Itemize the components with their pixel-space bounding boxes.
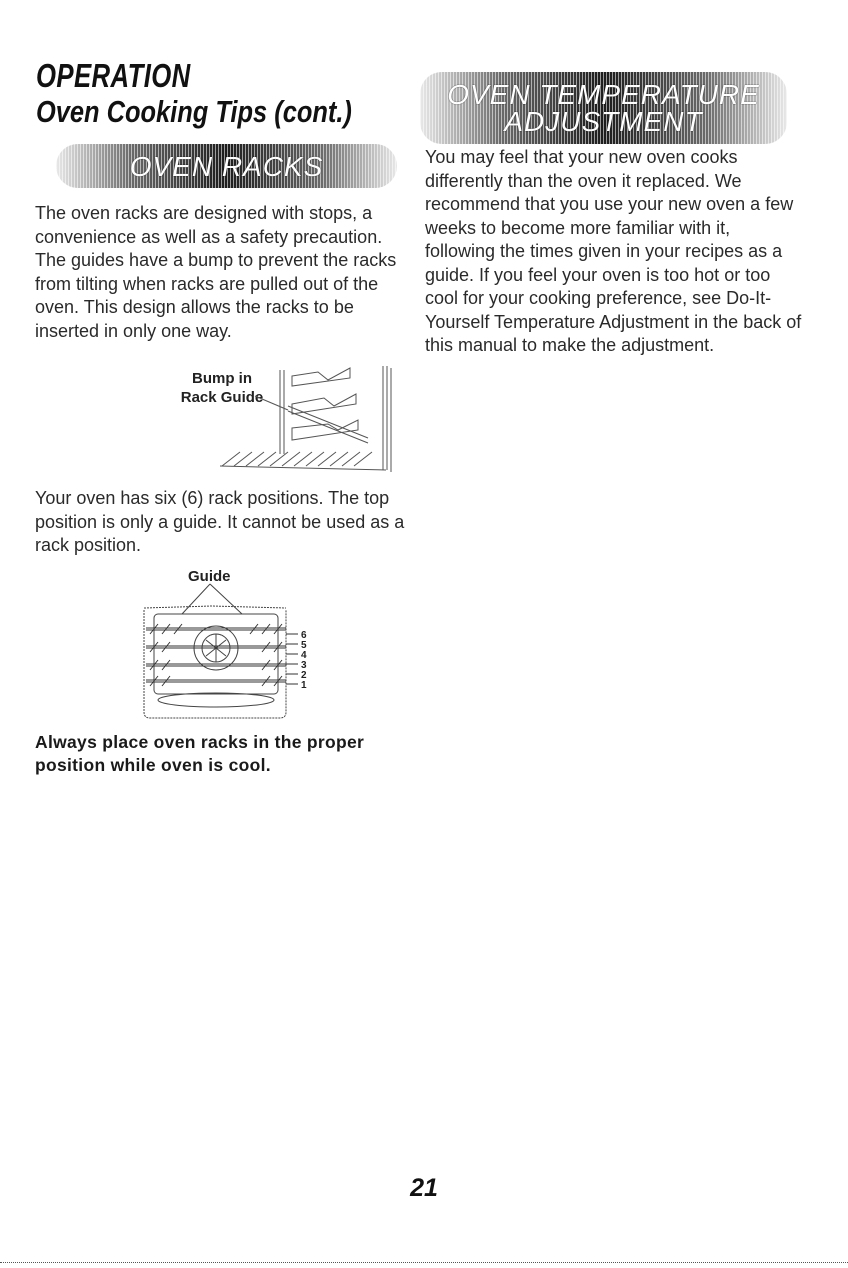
bump-label-line2: Rack Guide bbox=[180, 389, 264, 406]
oven-temperature-banner bbox=[420, 72, 787, 144]
bump-label-line1: Bump in bbox=[192, 370, 252, 387]
rack-position-4: 4 bbox=[301, 650, 307, 661]
oven-racks-banner bbox=[56, 144, 397, 188]
rack-safety-warning: Always place oven racks in the proper position while oven is cool. bbox=[35, 732, 365, 775]
oven-rack-positions-diagram bbox=[132, 584, 322, 724]
page-number: 21 bbox=[410, 1174, 438, 1202]
temperature-banner-line1: OVEN TEMPERATURE bbox=[447, 79, 760, 110]
page-subtitle: Oven Cooking Tips (cont.) bbox=[36, 94, 352, 129]
rack-position-6: 6 bbox=[301, 630, 307, 641]
rack-position-5: 5 bbox=[301, 640, 307, 651]
rack-position-2: 2 bbox=[301, 670, 307, 681]
rack-positions-paragraph: Your oven has six (6) rack positions. The top position is only a guide. It cannot be used as a rack position. bbox=[35, 488, 405, 555]
section-title: OPERATION bbox=[36, 57, 191, 94]
footer-rule bbox=[0, 1262, 848, 1263]
oven-racks-paragraph: The oven racks are designed with stops, a convenience as well as a safety precaution. The guides have a bump to prevent the racks from tilting when racks are pulled out of the oven. This design allows the racks to be inserted in only one way. bbox=[35, 203, 397, 341]
rack-position-1: 1 bbox=[301, 680, 307, 691]
rack-position-3: 3 bbox=[301, 660, 307, 671]
guide-label: Guide bbox=[188, 568, 231, 585]
oven-racks-banner-title: OVEN RACKS bbox=[129, 150, 324, 182]
rack-guide-illustration bbox=[200, 366, 440, 476]
temperature-paragraph: You may feel that your new oven cooks differently than the oven it replaced. We recommend that you use your new oven a few weeks to become more familiar with it, following the times given in your recipes as a guide. If you feel your oven is too hot or too cool for your cooking preference, see Do-It-Yourself Temperature Adjustment in the back of this manual to make the adjustment. bbox=[425, 147, 802, 355]
temperature-banner-line2: ADJUSTMENT bbox=[504, 106, 703, 137]
